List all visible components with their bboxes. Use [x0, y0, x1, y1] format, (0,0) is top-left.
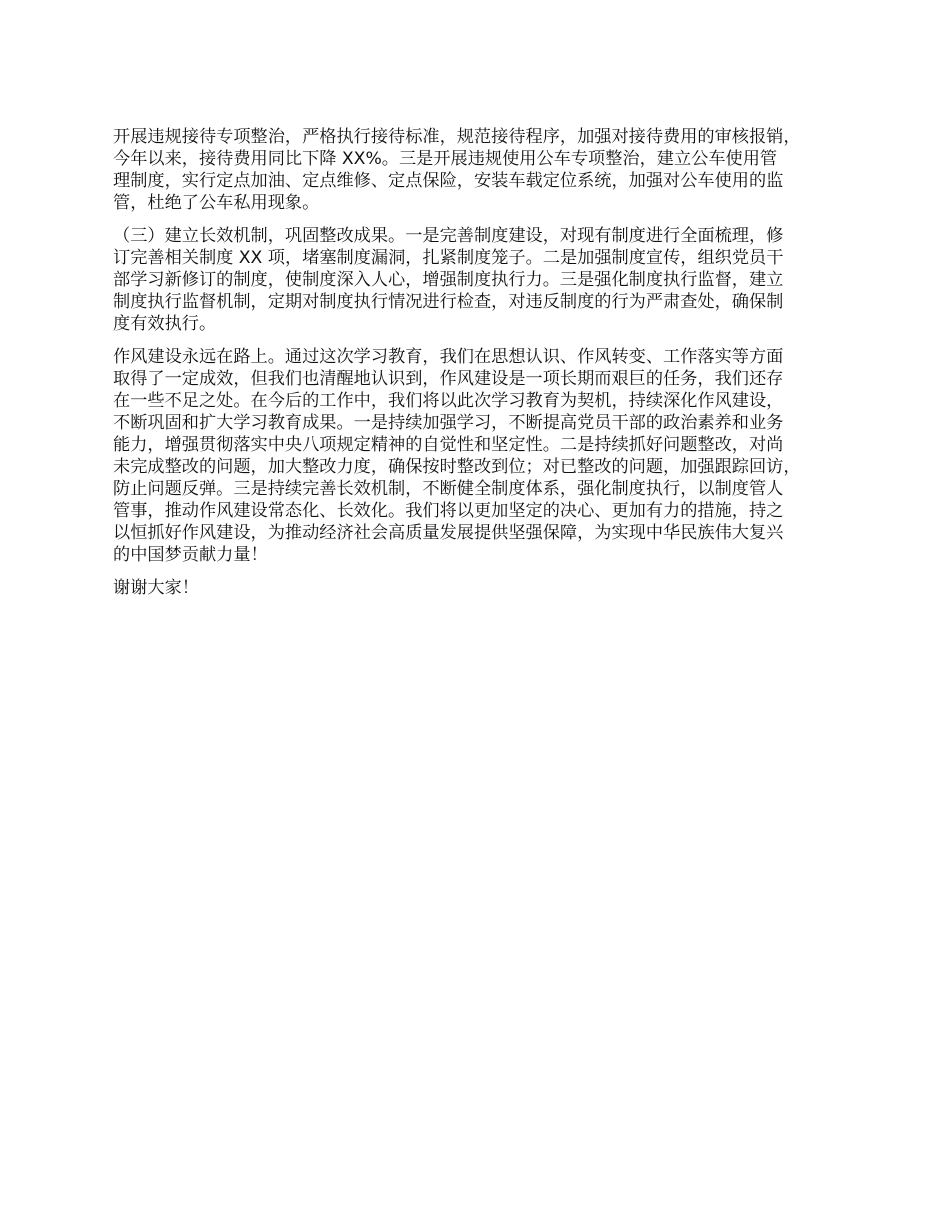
text-line: 防止问题反弹。三是持续完善长效机制，不断健全制度体系，强化制度执行，以制度管人	[113, 479, 784, 499]
text-line: 在一些不足之处。在今后的工作中，我们将以此次学习教育为契机，持续深化作风建设，	[113, 391, 784, 411]
text-line: 理制度，实行定点加油、定点维修、定点保险，安装车载定位系统，加强对公车使用的监	[113, 171, 784, 191]
paragraph-rectification-projects	[113, 126, 859, 214]
text-line: 部学习新修订的制度，使制度深入人心，增强制度执行力。三是强化制度执行监督，建立	[113, 270, 784, 290]
document-body	[113, 126, 859, 610]
text-line: 制度执行监督机制，定期对制度执行情况进行检查，对违反制度的行为严肃查处，确保制	[113, 292, 784, 312]
text-line: 未完成整改的问题，加大整改力度，确保按时整改到位；对已整改的问题，加强跟踪回访，	[113, 457, 801, 477]
text-line: 取得了一定成效，但我们也清醒地认识到，作风建设是一项长期而艰巨的任务，我们还存	[113, 369, 784, 389]
text-line: 作风建设永远在路上。通过这次学习教育，我们在思想认识、作风转变、工作落实等方面	[113, 347, 784, 367]
text-line: 能力，增强贯彻落实中央八项规定精神的自觉性和坚定性。二是持续抓好问题整改，对尚	[113, 435, 784, 455]
text-line: 管，杜绝了公车私用现象。	[113, 193, 320, 213]
text-line: 度有效执行。	[113, 314, 217, 334]
text-line: 谢谢大家！	[113, 578, 199, 598]
text-line: 的中国梦贡献力量！	[113, 545, 268, 565]
paragraph-long-term-mechanism	[113, 225, 859, 335]
text-line: （三）建立长效机制，巩固整改成果。一是完善制度建设，对现有制度进行全面梳理，修	[113, 226, 784, 246]
text-line: 不断巩固和扩大学习教育成果。一是持续加强学习，不断提高党员干部的政治素养和业务	[113, 413, 784, 433]
text-line: 管事，推动作风建设常态化、长效化。我们将以更加坚定的决心、更加有力的措施，持之	[113, 501, 784, 521]
paragraph-conclusion	[113, 346, 859, 566]
text-line: 今年以来，接待费用同比下降 XX%。三是开展违规使用公车专项整治，建立公车使用管	[113, 149, 778, 169]
text-line: 订完善相关制度 XX 项，堵塞制度漏洞，扎紧制度笼子。二是加强制度宣传，组织党员干	[113, 248, 784, 268]
paragraph-thanks	[113, 577, 859, 599]
text-line: 开展违规接待专项整治，严格执行接待标准，规范接待程序，加强对接待费用的审核报销，	[113, 127, 801, 147]
text-line: 以恒抓好作风建设，为推动经济社会高质量发展提供坚强保障，为实现中华民族伟大复兴	[113, 523, 784, 543]
